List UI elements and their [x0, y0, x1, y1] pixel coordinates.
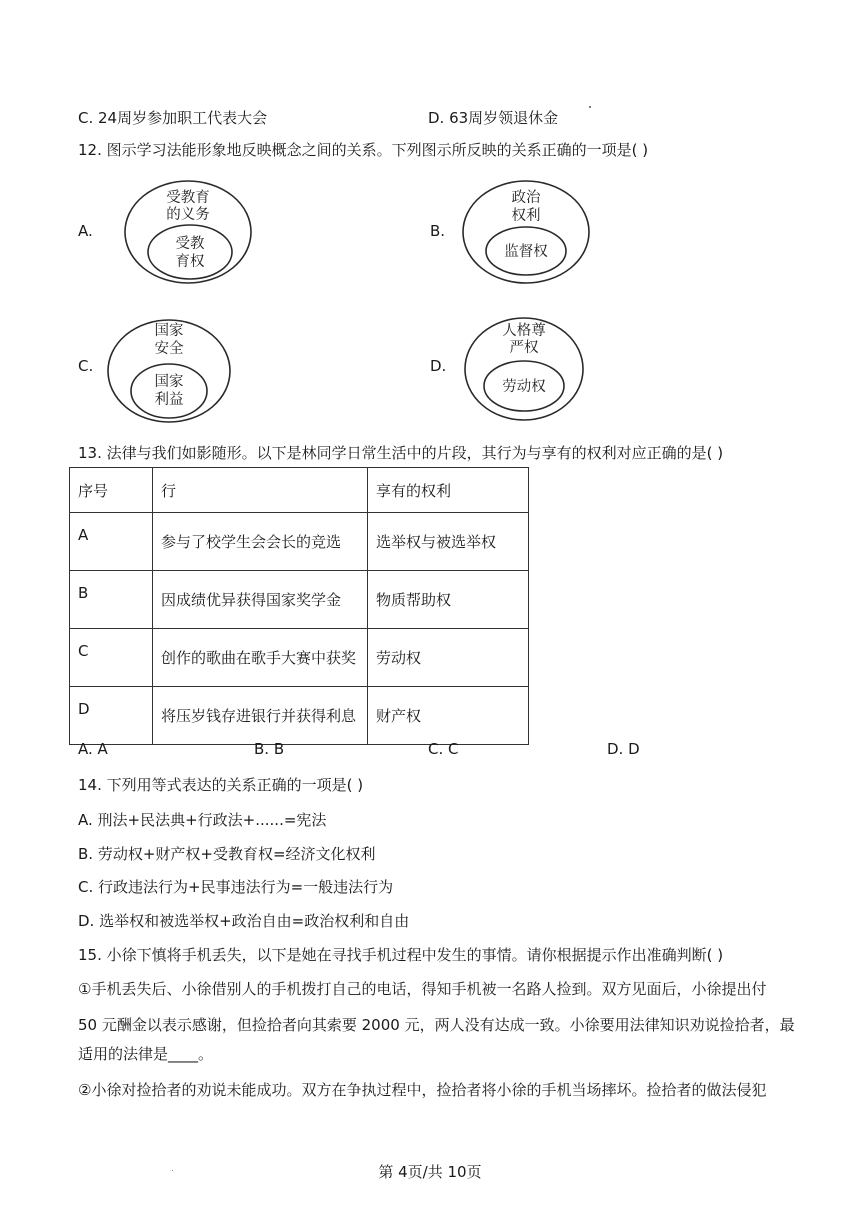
header-cell-number: 序号	[70, 468, 153, 513]
q12-option-a-letter: A.	[78, 222, 93, 240]
q15-paragraph1-line3: 适用的法律是____。	[78, 1045, 214, 1063]
scan-speck	[589, 106, 591, 108]
row-letter: C	[70, 629, 153, 687]
row-right: 物质帮助权	[368, 571, 529, 629]
row-behavior: 因成绩优异获得国家奖学金	[153, 571, 368, 629]
q13-answer-d: D. D	[607, 740, 640, 758]
table-row	[70, 513, 529, 571]
outer-label-line2: 严权	[509, 340, 539, 356]
inner-ellipse	[131, 364, 207, 418]
q13-answer-b: B. B	[254, 740, 285, 758]
q12-diagram-b	[461, 180, 591, 285]
header-cell-behavior: 行	[153, 468, 368, 513]
outer-label-line1: 国家	[154, 323, 184, 339]
row-behavior: 将压岁钱存进银行并获得利息	[153, 687, 368, 745]
page-number: 第 4页/共 10页	[378, 1163, 482, 1181]
rights-table	[69, 467, 529, 745]
q15-paragraph1-line2: 50 元酬金以表示感谢，但捡拾者向其索要 2000 元，两人没有达成一致。小徐要用法律知识劝说捡拾者，最	[78, 1016, 795, 1034]
q14-option-b: B. 劳动权+财产权+受教育权=经济文化权利	[78, 845, 376, 863]
row-right: 财产权	[368, 687, 529, 745]
table-row	[70, 571, 529, 629]
q12-diagram-d	[463, 316, 585, 422]
q15-stem: 15. 小徐下慎将手机丢失，以下是她在寻找手机过程中发生的事情。请你根据提示作出准确判断( )	[78, 946, 724, 964]
q12-option-d-letter: D.	[430, 357, 447, 375]
table-header-row	[70, 468, 529, 513]
q14-option-d: D. 选举权和被选举权+政治自由=政治权利和自由	[78, 912, 410, 930]
outer-label-line2: 安全	[154, 341, 184, 357]
q13-answer-a: A. A	[78, 740, 108, 758]
q14-option-c: C. 行政违法行为+民事违法行为=一般违法行为	[78, 878, 394, 896]
q11-option-c: C. 24周岁参加职工代表大会	[78, 109, 268, 127]
table-row	[70, 629, 529, 687]
outer-label-line2: 权利	[511, 208, 541, 224]
q14-option-a: A. 刑法+民法典+行政法+......=宪法	[78, 811, 327, 829]
row-letter: D	[70, 687, 153, 745]
q13-stem: 13. 法律与我们如影随形。以下是林同学日常生活中的片段，其行为与享有的权利对应正确的是( )	[78, 444, 724, 462]
inner-label-line2: 利益	[154, 392, 184, 408]
row-letter: B	[70, 571, 153, 629]
table-row	[70, 687, 529, 745]
inner-label-line2: 育权	[175, 254, 205, 270]
row-right: 劳动权	[368, 629, 529, 687]
inner-label-line1: 受教	[175, 236, 205, 252]
q14-stem: 14. 下列用等式表达的关系正确的一项是( )	[78, 776, 364, 794]
q12-option-b-letter: B.	[430, 222, 446, 240]
q11-option-d: D. 63周岁领退休金	[428, 109, 559, 127]
inner-label-line1: 国家	[154, 374, 184, 390]
q13-answer-c: C. C	[428, 740, 459, 758]
outer-label-line1: 政治	[511, 190, 541, 206]
row-behavior: 参与了校学生会会长的竞选	[153, 513, 368, 571]
row-letter: A	[70, 513, 153, 571]
inner-label-line1: 监督权	[504, 244, 548, 260]
row-behavior: 创作的歌曲在歌手大赛中获奖	[153, 629, 368, 687]
q12-diagram-a	[123, 180, 253, 285]
header-cell-right: 享有的权利	[368, 468, 529, 513]
q12-option-c-letter: C.	[78, 357, 94, 375]
inner-ellipse	[148, 225, 232, 279]
q15-paragraph1-line1: ①手机丢失后、小徐借别人的手机拨打自己的电话，得知手机被一名路人捡到。双方见面后，小徐提出付	[78, 980, 767, 998]
q12-stem: 12. 图示学习法能形象地反映概念之间的关系。下列图示所反映的关系正确的一项是( )	[78, 141, 649, 159]
inner-label-line1: 劳动权	[502, 379, 546, 395]
outer-label-line1: 人格尊	[502, 323, 546, 339]
q15-paragraph2-line1: ②小徐对捡拾者的劝说未能成功。双方在争执过程中，捡拾者将小徐的手机当场摔坏。捡拾者的做法侵犯	[78, 1081, 767, 1099]
q12-diagram-c	[106, 318, 232, 424]
row-right: 选举权与被选举权	[368, 513, 529, 571]
outer-label-line2: 的义务	[166, 207, 210, 223]
outer-label-line1: 受教育	[166, 190, 210, 206]
